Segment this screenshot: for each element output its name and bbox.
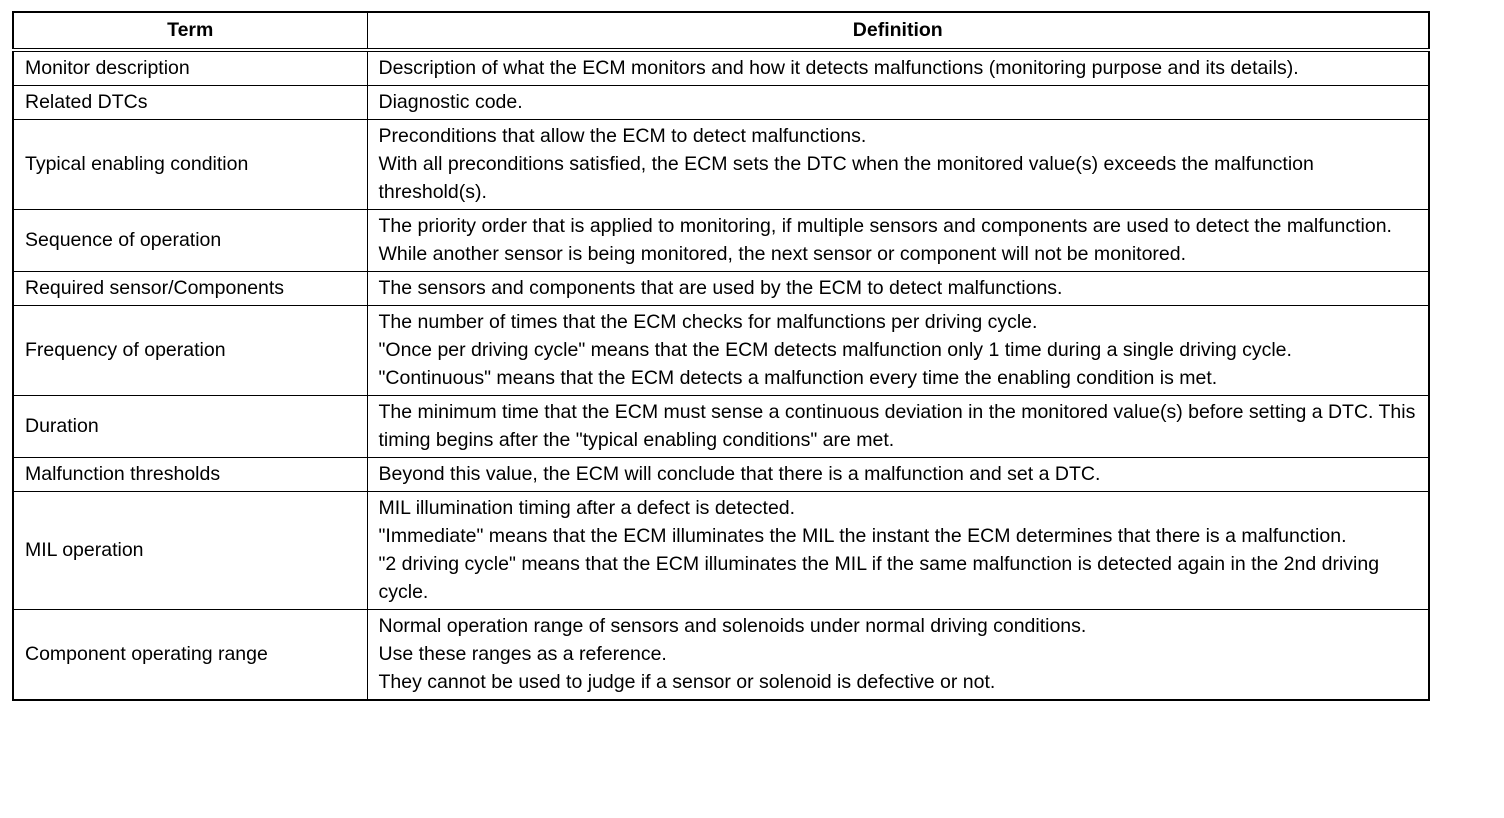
term-cell: Required sensor/Components [13,272,367,306]
definition-line: They cannot be used to judge if a sensor or solenoid is defective or not. [378,671,996,693]
definition-line: Use these ranges as a reference. [378,643,667,665]
definition-line: Description of what the ECM monitors and how it detects malfunctions (monitoring purpose and its details). [378,57,1299,79]
definition-line: The number of times that the ECM checks for malfunctions per driving cycle. [378,311,1038,333]
table-row [13,86,1429,120]
term-cell: Monitor description [13,50,367,86]
table-row [13,458,1429,492]
column-header-definition: Definition [367,12,1429,50]
definition-line: Normal operation range of sensors and solenoids under normal driving conditions. [378,615,1087,637]
table-body [13,50,1429,700]
definition-line: While another sensor is being monitored, the next sensor or component will not be monitored. [378,243,1187,265]
definition-line: Beyond this value, the ECM will conclude that there is a malfunction and set a DTC. [378,463,1101,485]
table-row [13,396,1429,458]
definition-cell [367,396,1429,458]
term-cell: Duration [13,396,367,458]
term-cell: Typical enabling condition [13,120,367,210]
definition-line: MIL illumination timing after a defect is detected. [378,497,796,519]
term-cell: Related DTCs [13,86,367,120]
table-row [13,272,1429,306]
term-cell: Malfunction thresholds [13,458,367,492]
definition-line: "Continuous" means that the ECM detects a malfunction every time the enabling condition is met. [378,367,1218,389]
definition-cell [367,492,1429,610]
term-cell: Sequence of operation [13,210,367,272]
definition-cell [367,50,1429,86]
definition-line: "Once per driving cycle" means that the ECM detects malfunction only 1 time during a single driving cycle. [378,339,1292,361]
definition-cell [367,210,1429,272]
definition-cell [367,86,1429,120]
definition-line: The sensors and components that are used by the ECM to detect malfunctions. [378,277,1063,299]
definition-cell [367,458,1429,492]
table-header-row [13,12,1429,50]
table-row [13,610,1429,701]
definition-line: The minimum time that the ECM must sense a continuous deviation in the monitored value(s) before setting a DTC. This timing begins after the "typical enabling conditions" are met. [378,401,1416,451]
column-header-term: Term [13,12,367,50]
definition-cell [367,610,1429,701]
term-cell: Frequency of operation [13,306,367,396]
table-row [13,306,1429,396]
definition-line: Preconditions that allow the ECM to detect malfunctions. [378,125,867,147]
definition-line: With all preconditions satisfied, the ECM sets the DTC when the monitored value(s) exceeds the malfunction threshold(s). [378,153,1314,203]
table-row [13,50,1429,86]
definition-line: The priority order that is applied to monitoring, if multiple sensors and components are used to detect the malfunction. [378,215,1392,237]
definition-cell [367,120,1429,210]
definition-line: Diagnostic code. [378,91,523,113]
definition-cell [367,272,1429,306]
term-cell: Component operating range [13,610,367,701]
definition-line: "Immediate" means that the ECM illuminates the MIL the instant the ECM determines that there is a malfunction. [378,525,1347,547]
table-row [13,492,1429,610]
terms-definitions-table [12,11,1430,701]
definition-cell [367,306,1429,396]
table-row [13,120,1429,210]
definition-line: "2 driving cycle" means that the ECM illuminates the MIL if the same malfunction is detected again in the 2nd driving cycle. [378,553,1380,603]
table-row [13,210,1429,272]
term-cell: MIL operation [13,492,367,610]
